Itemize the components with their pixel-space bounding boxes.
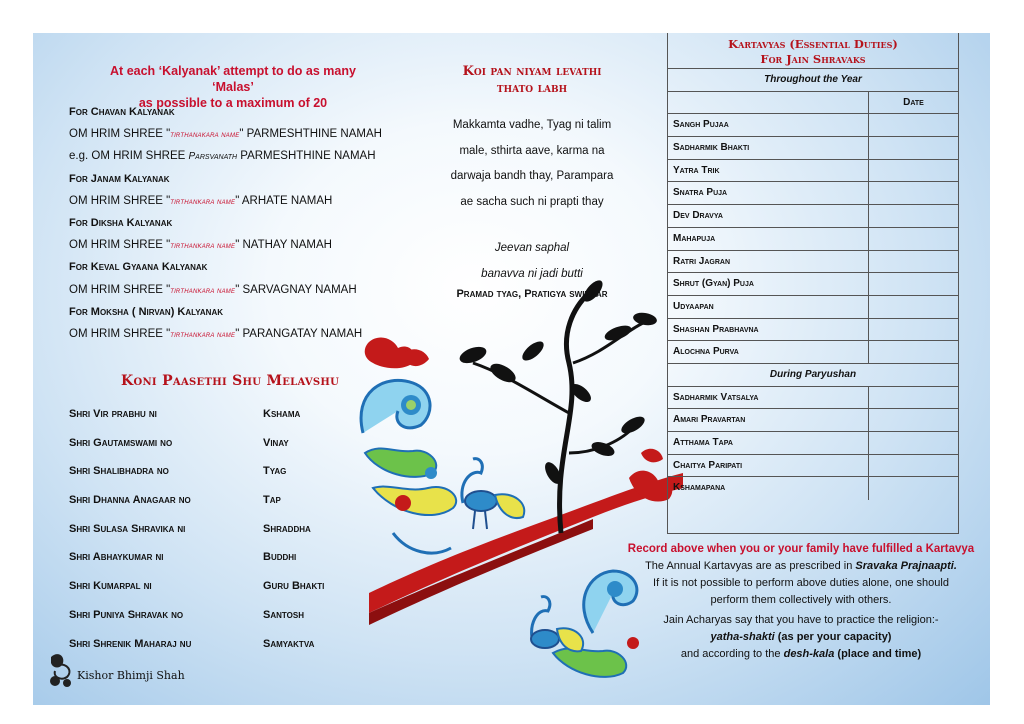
koni-virtue: Santosh xyxy=(263,608,304,621)
kartavya-name: Mahapuja xyxy=(673,232,716,244)
yatha-shakti-rest: (as per your capacity) xyxy=(774,631,892,643)
date-cell[interactable] xyxy=(868,228,958,250)
niyam-line: Makkamta vadhe, Tyag ni talim xyxy=(452,119,612,131)
koni-row xyxy=(69,457,389,486)
kalyanak-heading-line1: At each ‘Kalyanak’ attempt to do as many ‘Malas’ xyxy=(110,64,356,94)
desh-kala-term: desh-kala xyxy=(783,648,835,660)
kartavya-row xyxy=(668,114,958,137)
kartavya-name: Shashan Prabhavna xyxy=(673,323,759,335)
kartavya-name: Kshamapana xyxy=(673,482,726,494)
kartavya-name: Yatra Trik xyxy=(673,164,720,176)
document-sheet xyxy=(33,33,990,705)
desh-kala-rest: (place and time) xyxy=(834,648,922,660)
kartavya-row xyxy=(668,387,958,410)
date-column-header: Date xyxy=(868,92,958,114)
koni-virtue: Shraddha xyxy=(263,522,311,535)
prescribed-text: The Annual Kartavyas are as prescribed in xyxy=(645,560,856,572)
desh-kala-note xyxy=(619,646,983,663)
date-cell[interactable] xyxy=(868,341,958,363)
koni-virtue: Samyaktva xyxy=(263,637,315,650)
date-cell[interactable] xyxy=(868,160,958,182)
kartavyas-title-line1: Kartavyas (Essential Duties) xyxy=(728,37,898,51)
kartavya-row xyxy=(668,137,958,160)
koni-person: Shri Gautamswami no xyxy=(69,436,173,449)
mantra-name-placeholder: tirthankara name xyxy=(170,241,236,251)
kalyanak-section-label: For Moksha ( Nirvan) Kalyanak xyxy=(69,305,224,318)
record-note: Record above when you or your family have fulfilled a Kartavya xyxy=(627,543,975,555)
koni-person: Shri Shalibhadra no xyxy=(69,465,169,478)
koni-row xyxy=(69,543,389,572)
jeevan-line: banavva ni jadi butti xyxy=(481,267,583,280)
koni-title: Koni Paasethi Shu Melavshu xyxy=(121,373,340,389)
koni-person: Shri Abhaykumar ni xyxy=(69,551,164,564)
mantra-prefix: OM HRIM SHREE " xyxy=(69,194,171,207)
prescribed-source: Sravaka Prajnaapti. xyxy=(855,560,957,572)
date-cell[interactable] xyxy=(868,296,958,318)
date-cell[interactable] xyxy=(868,409,958,431)
kartavya-row xyxy=(668,477,958,500)
niyam-title xyxy=(427,63,637,97)
koni-virtue: Buddhi xyxy=(263,551,297,564)
kartavya-row xyxy=(668,205,958,228)
kartavya-name: Shrut (Gyan) Puja xyxy=(673,278,754,290)
kartavya-name: Sangh Pujaa xyxy=(673,119,729,131)
niyam-line: darwaja bandh thay, Parampara xyxy=(450,170,614,182)
kalyanak-section-label: For Diksha Kalyanak xyxy=(69,216,173,229)
mantra-line xyxy=(69,323,429,345)
kalyanak-list xyxy=(69,101,429,345)
date-cell[interactable] xyxy=(868,455,958,477)
mantra-suffix: " NATHAY NAMAH xyxy=(235,239,332,252)
date-cell[interactable] xyxy=(868,251,958,273)
kartavyas-table-title xyxy=(668,33,958,69)
during-paryushan-label: During Paryushan xyxy=(668,364,958,387)
mantra-suffix: " PARMESHTHINE NAMAH xyxy=(239,128,382,141)
kartavya-row xyxy=(668,432,958,455)
koni-person: Shri Dhanna Anagaar no xyxy=(69,494,191,507)
koni-virtue: Tyag xyxy=(263,465,287,478)
koni-row xyxy=(69,630,389,659)
date-cell[interactable] xyxy=(868,137,958,159)
koni-virtue: Vinay xyxy=(263,436,289,449)
koni-row xyxy=(69,515,389,544)
kartavya-row xyxy=(668,228,958,251)
mantra-example-line xyxy=(69,145,429,167)
kartavya-row xyxy=(668,160,958,183)
prescribed-note xyxy=(619,558,983,575)
date-cell[interactable] xyxy=(868,319,958,341)
kalyanak-section-label: For Janam Kalyanak xyxy=(69,172,170,185)
koni-virtue: Guru Bhakti xyxy=(263,580,325,593)
kartavyas-title-line2: For Jain Shravaks xyxy=(760,52,866,66)
acharyas-note: Jain Acharyas say that you have to practice the religion:- xyxy=(663,614,939,626)
niyam-line: ae sacha such ni prapti thay xyxy=(460,195,604,208)
koni-person: Shri Kumarpal ni xyxy=(69,580,152,593)
niyam-paragraph xyxy=(427,113,637,215)
yatha-shakti-note xyxy=(619,629,983,646)
date-cell[interactable] xyxy=(868,387,958,409)
koni-row xyxy=(69,601,389,630)
niyam-title-line1: Koi pan niyam levathi xyxy=(462,64,602,79)
koni-row xyxy=(69,572,389,601)
koni-virtue: Kshama xyxy=(263,408,301,420)
date-cell[interactable] xyxy=(868,114,958,136)
date-cell[interactable] xyxy=(868,182,958,204)
kalyanak-heading-line2: as possible to a maximum of 20 xyxy=(138,96,328,110)
mantra-name-placeholder: tirthankara name xyxy=(170,329,236,339)
kartavya-name: Atthama Tapa xyxy=(673,437,733,448)
mantra-suffix: " PARANGATAY NAMAH xyxy=(235,327,363,340)
kartavya-row xyxy=(668,296,958,319)
mantra-name-placeholder: tirthankara name xyxy=(170,285,236,295)
date-cell[interactable] xyxy=(868,477,958,500)
mantra-suffix: " SARVAGNAY NAMAH xyxy=(235,283,357,296)
koni-person: Shri Sulasa Shravika ni xyxy=(69,522,186,535)
yatha-shakti-term: yatha-shakti xyxy=(710,631,775,643)
date-cell[interactable] xyxy=(868,273,958,295)
desh-kala-pre: and according to the xyxy=(680,648,784,660)
mantra-line xyxy=(69,234,429,256)
jeevan-lines xyxy=(427,236,637,287)
mantra-name-placeholder: tirthankara name xyxy=(170,196,236,206)
mantra-example-name: Parsvanath xyxy=(188,151,238,163)
koni-row xyxy=(69,486,389,515)
kartavya-row xyxy=(668,182,958,205)
kartavya-row xyxy=(668,273,958,296)
koni-row xyxy=(69,400,389,429)
mantra-line xyxy=(69,190,429,212)
mantra-prefix: OM HRIM SHREE " xyxy=(69,327,171,340)
koni-person: Shri Vir prabhu ni xyxy=(69,408,157,420)
koni-list xyxy=(69,400,389,658)
mantra-line xyxy=(69,279,429,301)
kalyanak-section-label: For Keval Gyaana Kalyanak xyxy=(69,261,208,274)
date-header-row xyxy=(668,92,958,115)
koni-person: Shri Shrenik Maharaj nu xyxy=(69,637,192,650)
mantra-prefix: OM HRIM SHREE " xyxy=(69,239,171,252)
date-cell[interactable] xyxy=(868,432,958,454)
kartavya-row xyxy=(668,319,958,342)
kartavya-name: Dev Dravya xyxy=(673,210,723,222)
kalyanak-section-label: For Chavan Kalyanak xyxy=(69,106,175,118)
kartavya-name: Snatra Puja xyxy=(673,187,728,199)
koni-row xyxy=(69,429,389,458)
mantra-name-placeholder: tirthanakara name xyxy=(170,130,240,140)
mantra-suffix: " ARHATE NAMAH xyxy=(235,194,333,207)
kartavyas-table xyxy=(667,33,959,534)
koni-person: Shri Puniya Shravak no xyxy=(69,608,184,621)
notes-block xyxy=(619,541,983,663)
mantra-prefix: e.g. OM HRIM SHREE xyxy=(69,150,189,163)
niyam-line: male, sthirta aave, karma na xyxy=(459,144,605,157)
kartavya-name: Amari Pravartan xyxy=(673,414,746,426)
date-cell[interactable] xyxy=(868,205,958,227)
kartavya-name: Chaitya Paripati xyxy=(673,459,743,471)
signature-name: Kishor Bhimji Shah xyxy=(77,669,185,682)
kartavya-name: Sadharmik Vatsalya xyxy=(673,391,759,403)
jeevan-line: Jeevan saphal xyxy=(494,242,570,254)
mantra-line xyxy=(69,123,429,145)
niyam-title-line2: thato labh xyxy=(496,81,568,96)
mantra-suffix: PARMESHTHINE NAMAH xyxy=(237,150,376,163)
kartavya-name: Alochna Purva xyxy=(673,346,739,358)
collective-note-2: perform them collectively with others. xyxy=(710,594,892,606)
kartavya-name: Udyaapan xyxy=(673,300,714,312)
kartavya-row xyxy=(668,455,958,478)
kartavya-row xyxy=(668,341,958,364)
mantra-prefix: OM HRIM SHREE " xyxy=(69,283,171,296)
pramad-line: Pramad tyag, Pratigya swikaar xyxy=(456,288,608,300)
kartavya-name: Sadharmik Bhakti xyxy=(673,142,750,154)
collective-note-1: If it is not possible to perform above duties alone, one should xyxy=(653,577,949,589)
kartavya-row xyxy=(668,409,958,432)
mantra-prefix: OM HRIM SHREE " xyxy=(69,128,171,141)
throughout-year-label: Throughout the Year xyxy=(668,69,958,92)
kartavya-row xyxy=(668,251,958,274)
koni-virtue: Tap xyxy=(263,494,281,507)
kartavya-name: Ratri Jagran xyxy=(673,255,731,267)
